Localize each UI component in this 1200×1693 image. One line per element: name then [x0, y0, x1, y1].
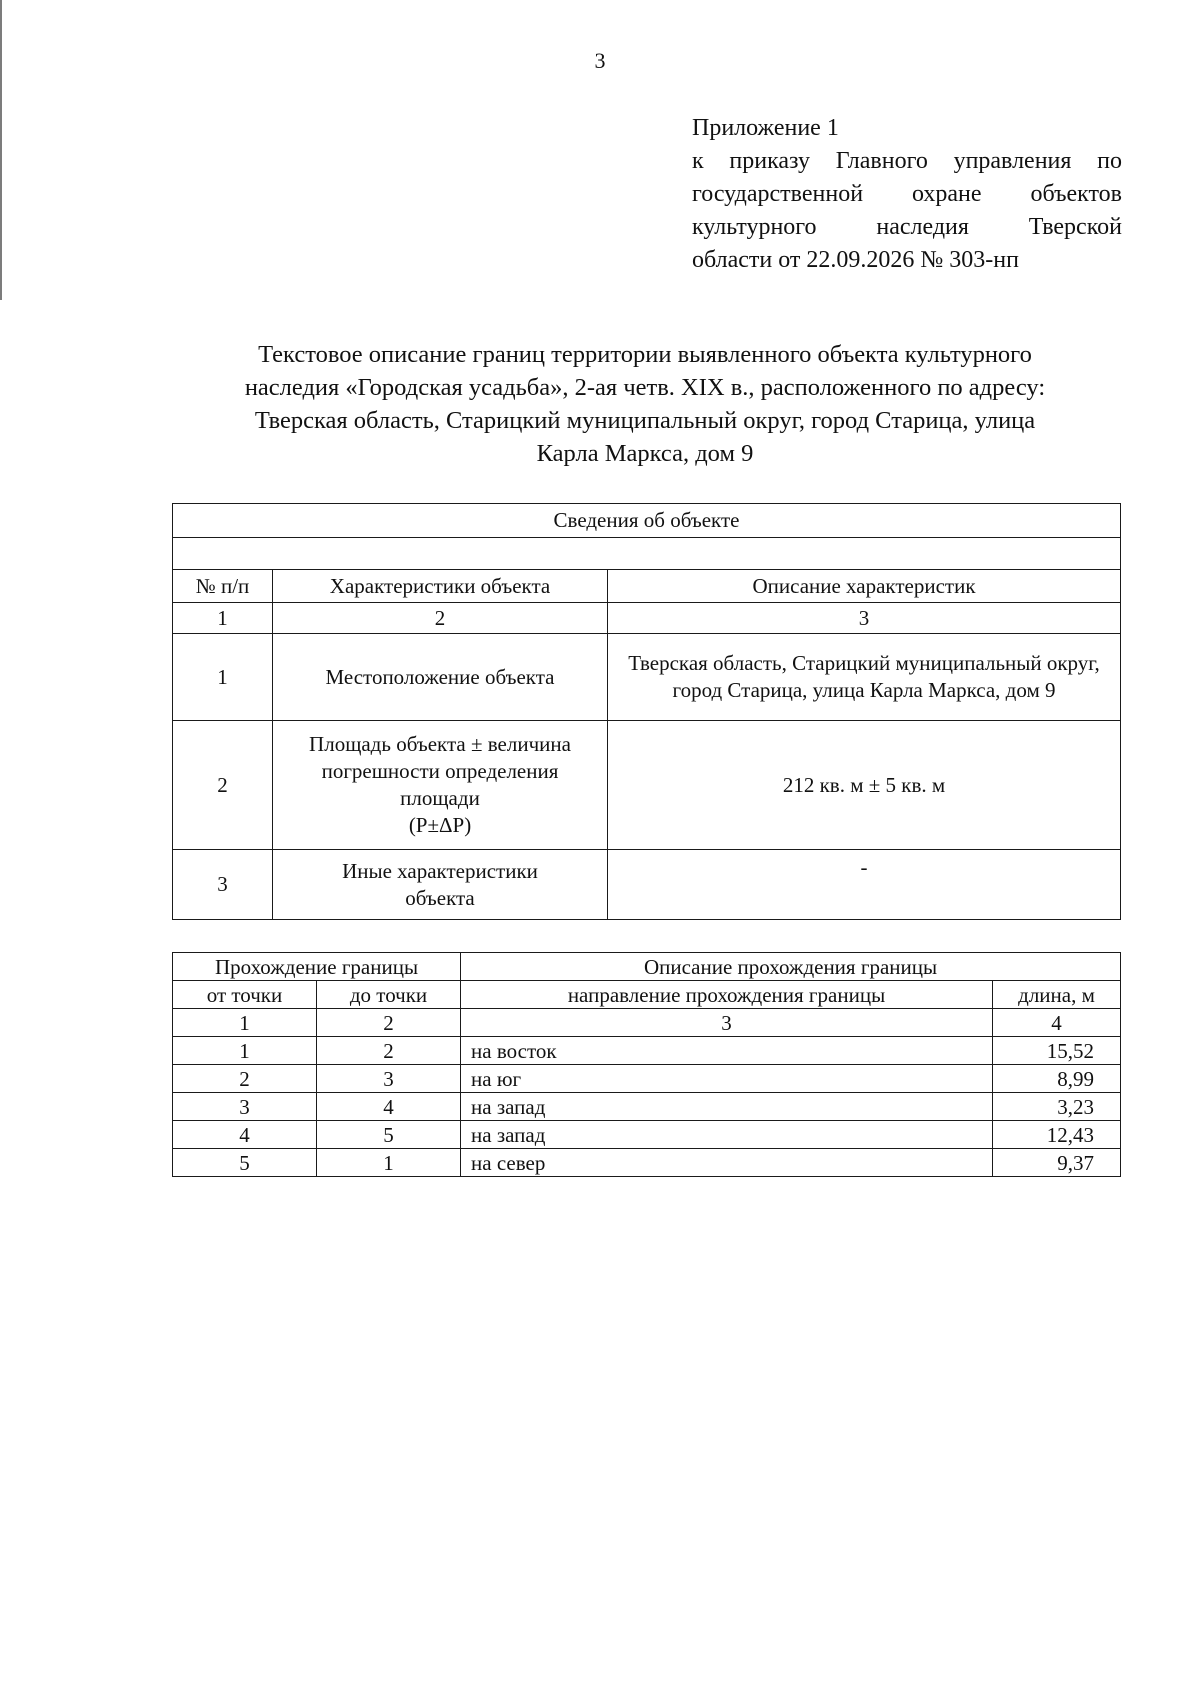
from-point: 3 [173, 1093, 317, 1121]
boundary-header-left: Прохождение границы [173, 953, 461, 981]
title-line: Текстовое описание границ территории выявленного объекта культурного [258, 341, 1032, 368]
header-description: Описание характеристик [608, 570, 1121, 603]
header-length: длина, м [993, 981, 1121, 1009]
direction: на запад [461, 1121, 993, 1149]
to-point: 3 [317, 1065, 461, 1093]
direction: на юг [461, 1065, 993, 1093]
row-description: 212 кв. м ± 5 кв. м [608, 721, 1121, 850]
from-point: 4 [173, 1121, 317, 1149]
other-label-line: Иные характеристики [342, 858, 538, 883]
header-direction: направление прохождения границы [461, 981, 993, 1009]
direction: на север [461, 1149, 993, 1177]
table-row [173, 850, 1121, 920]
column-number: 2 [273, 603, 608, 634]
annex-header [692, 112, 1122, 277]
title-line: Карла Маркса, дом 9 [536, 440, 754, 467]
table-row [173, 1149, 1121, 1177]
object-table-empty-row [173, 538, 1121, 570]
to-point: 2 [317, 1037, 461, 1065]
row-description: - [608, 850, 1121, 920]
table-row [173, 1093, 1121, 1121]
column-number: 4 [993, 1009, 1121, 1037]
column-number: 1 [173, 603, 273, 634]
object-info-table [172, 503, 1121, 920]
other-label-line: объекта [405, 885, 475, 910]
location-text: Тверская область, Старицкий муниципальный округ, город Старица, улица Карла Маркса, дом 9 [628, 651, 1100, 702]
to-point: 5 [317, 1121, 461, 1149]
column-number: 1 [173, 1009, 317, 1037]
annex-line: культурного наследия Тверской [692, 214, 1122, 240]
header-from-point: от точки [173, 981, 317, 1009]
header-num: № п/п [173, 570, 273, 603]
length: 12,43 [993, 1121, 1121, 1149]
from-point: 1 [173, 1037, 317, 1065]
table-row [173, 1065, 1121, 1093]
object-table-caption: Сведения об объекте [173, 504, 1121, 538]
row-characteristic [273, 721, 608, 850]
page-number: 3 [594, 48, 606, 73]
row-characteristic: Местоположение объекта [273, 634, 608, 721]
annex-line: государственной охране объектов [692, 181, 1122, 207]
column-number: 2 [317, 1009, 461, 1037]
length: 15,52 [993, 1037, 1121, 1065]
row-num: 2 [173, 721, 273, 850]
length: 8,99 [993, 1065, 1121, 1093]
area-label-line: (P±ΔP) [408, 813, 472, 837]
document-title [160, 338, 1130, 470]
annex-line: области от 22.09.2026 № 303-нп [692, 247, 1019, 273]
to-point: 1 [317, 1149, 461, 1177]
from-point: 5 [173, 1149, 317, 1177]
to-point: 4 [317, 1093, 461, 1121]
table-row [173, 1037, 1121, 1065]
annex-line: к приказу Главного управления по [692, 148, 1122, 174]
table-row [173, 721, 1121, 850]
header-to-point: до точки [317, 981, 461, 1009]
column-number: 3 [461, 1009, 993, 1037]
length: 3,23 [993, 1093, 1121, 1121]
row-num: 1 [173, 634, 273, 721]
header-characteristic: Характеристики объекта [273, 570, 608, 603]
scan-edge-mark [0, 0, 2, 300]
row-characteristic [273, 850, 608, 920]
row-description [608, 634, 1121, 721]
length: 9,37 [993, 1149, 1121, 1177]
column-number: 3 [608, 603, 1121, 634]
table-row [173, 634, 1121, 721]
area-label-line: площади [400, 786, 480, 810]
from-point: 2 [173, 1065, 317, 1093]
boundary-header-right: Описание прохождения границы [461, 953, 1121, 981]
annex-title: Приложение 1 [692, 115, 839, 141]
title-line: наследия «Городская усадьба», 2-ая четв. XIX в., расположенного по адресу: [244, 374, 1046, 401]
direction: на восток [461, 1037, 993, 1065]
boundary-table [172, 952, 1121, 1177]
table-row [173, 1121, 1121, 1149]
direction: на запад [461, 1093, 993, 1121]
area-label-line: погрешности определения [321, 759, 559, 783]
row-num: 3 [173, 850, 273, 920]
title-line: Тверская область, Старицкий муниципальный округ, город Старица, улица [254, 407, 1036, 434]
area-label-line: Площадь объекта ± величина [309, 732, 571, 756]
